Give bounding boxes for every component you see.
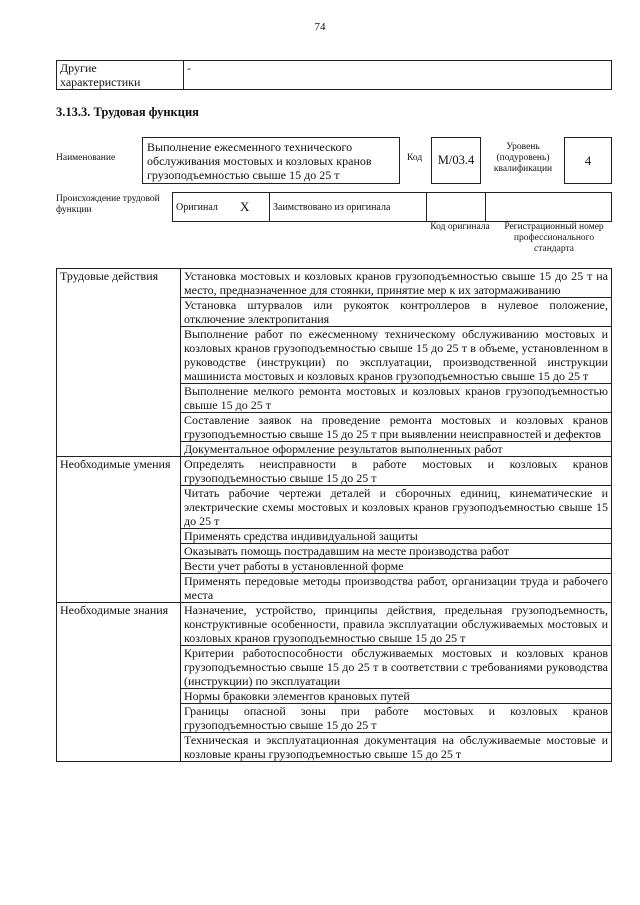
labor-actions-item: Составление заявок на проведение ремонта мостовых и козловых кранов грузоподъемностью свыше 15 до 25 т при выявлении неисправностей и дефектов xyxy=(181,413,612,442)
required-skills-item: Применять передовые методы производства работ, организации труда и рабочего места xyxy=(181,574,612,603)
required-knowledge-item: Техническая и эксплуатационная документация на обслуживаемые мостовые и козловые краны грузоподъемностью свыше 15 до 25 т xyxy=(181,733,612,762)
table-row xyxy=(57,269,612,298)
required-skills-item: Читать рабочие чертежи деталей и сборочных единиц, кинематические и электрические схемы мостовых и козловых кранов грузоподъемностью свыше 15 до 25 т xyxy=(181,486,612,529)
origin-original-label: Оригинал xyxy=(173,193,238,222)
required-knowledge-item: Границы опасной зоны при работе мостовых и козловых кранов грузоподъемностью свыше 15 до 25 т xyxy=(181,704,612,733)
level-value: 4 xyxy=(564,137,612,184)
labor-actions-item: Документальное оформление результатов выполненных работ xyxy=(181,442,612,457)
labor-actions-item: Выполнение мелкого ремонта мостовых и козловых кранов грузоподъемностью свыше 15 до 25 т xyxy=(181,384,612,413)
required-knowledge-item: Назначение, устройство, принципы действия, предельная грузоподъемность, конструктивные особенности, правила эксплуатации обслуживаемых мостовых и козловых кранов грузоподъемностью свыше 15 до 25 т xyxy=(181,603,612,646)
name-label: Наименование xyxy=(56,153,116,163)
origin-mark: X xyxy=(237,193,270,222)
other-characteristics-table xyxy=(56,60,612,90)
required-knowledge-item: Критерии работоспособности обслуживаемых мостовых и козловых кранов грузоподъемностью свыше 15 до 25 т в соответствии с требованиями руководства (инструкции) по эксплуатации xyxy=(181,646,612,689)
code-label: Код xyxy=(407,153,423,163)
labor-function-table xyxy=(56,268,612,762)
origin-reg-number-cell xyxy=(486,193,612,222)
other-characteristics-value: - xyxy=(184,61,612,90)
name-value: Выполнение ежесменного технического обслуживания мостовых и козловых кранов грузоподъемностью свыше 15 до 25 т xyxy=(142,137,400,184)
required-skills-item: Вести учет работы в установленной форме xyxy=(181,559,612,574)
required-skills-item: Применять средства индивидуальной защиты xyxy=(181,529,612,544)
required-skills-item: Оказывать помощь пострадавшим на месте производства работ xyxy=(181,544,612,559)
reg-number-label: Регистрационный номер профессионального стандарта xyxy=(504,222,604,254)
other-characteristics-label: Другие характеристики xyxy=(57,61,184,90)
required-skills-label: Необходимые умения xyxy=(57,457,181,603)
page-number: 74 xyxy=(314,21,326,33)
code-original-label: Код оригинала xyxy=(430,222,490,232)
required-knowledge-label: Необходимые знания xyxy=(57,603,181,762)
table-row xyxy=(57,457,612,486)
labor-actions-label: Трудовые действия xyxy=(57,269,181,457)
origin-borrowed-label: Заимствовано из оригинала xyxy=(270,193,427,222)
origin-label: Происхождение трудовой функции xyxy=(56,194,160,215)
required-skills-item: Определять неисправности в работе мостовых и козловых кранов грузоподъемностью свыше 15 до 25 т xyxy=(181,457,612,486)
code-value: М/03.4 xyxy=(431,137,481,184)
origin-table xyxy=(172,192,612,222)
labor-actions-item: Выполнение работ по ежесменному техническому обслуживанию мостовых и козловых кранов грузоподъемностью свыше 15 до 25 т в объеме, установленном в руководстве (инструкции) по эксплуатации, производственной инструкции машиниста мостовых и козловых кранов грузоподъемностью свыше 15 до 25 т xyxy=(181,327,612,384)
level-label: Уровень (подуровень) квалификации xyxy=(493,142,553,174)
section-title: 3.13.3. Трудовая функция xyxy=(56,105,199,119)
labor-actions-item: Установка мостовых и козловых кранов грузоподъемностью свыше 15 до 25 т на место, предназначенное для стоянки, принятие мер к их затормаживанию xyxy=(181,269,612,298)
labor-actions-item: Установка штурвалов или рукояток контроллеров в нулевое положение, отключение электропитания xyxy=(181,298,612,327)
required-knowledge-item: Нормы браковки элементов крановых путей xyxy=(181,689,612,704)
table-row xyxy=(57,603,612,646)
origin-code-cell xyxy=(427,193,486,222)
